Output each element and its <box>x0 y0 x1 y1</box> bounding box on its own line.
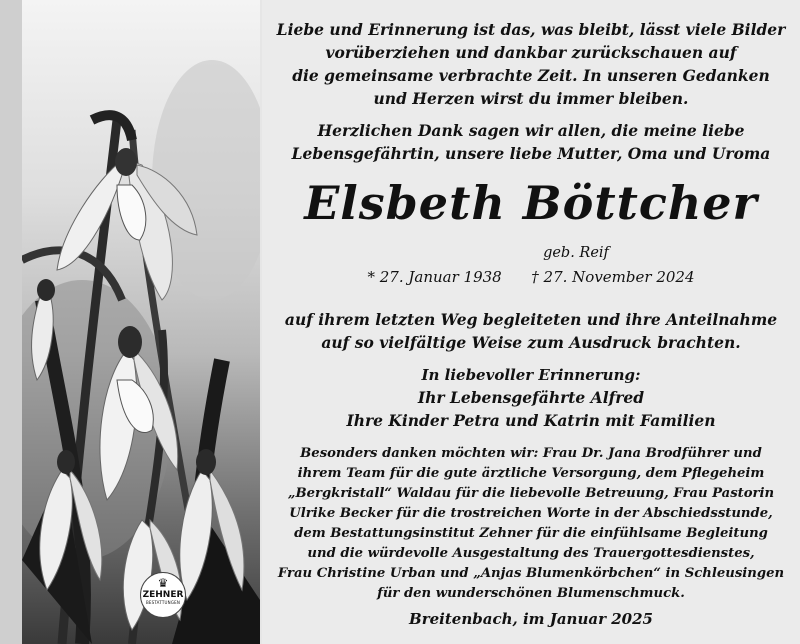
life-dates <box>262 268 800 286</box>
left-margin <box>0 0 22 644</box>
special-thanks-line: „Bergkristall“ Waldau für die liebevolle Betreuung, Frau Pastorin <box>287 486 775 501</box>
snowdrop-illustration <box>22 0 260 644</box>
birth-date: * 27. Januar 1938 <box>367 268 502 286</box>
closing-line: In liebevoller Erinnerung: <box>421 366 641 384</box>
place-date: Breitenbach, im Januar 2025 <box>409 610 653 628</box>
special-thanks-line: Besonders danken möchten wir: Frau Dr. Jana Brodführer und <box>300 446 762 461</box>
deceased-name: Elsbeth Böttcher <box>304 176 758 230</box>
maiden-name: geb. Reif <box>543 245 609 261</box>
family-line: Ihr Lebensgefährte Alfred <box>417 388 645 407</box>
intro-line: und Herzen wirst du immer bleiben. <box>373 89 689 108</box>
special-thanks-line: und die würdevolle Ausgestaltung des Trauergottesdienstes, <box>307 546 755 561</box>
intro-line: Liebe und Erinnerung ist das, was bleibt, lässt viele Bilder <box>276 20 786 39</box>
crown-icon: ♛ <box>157 576 169 590</box>
thanks-intro-line: Lebensgefährtin, unsere liebe Mutter, Oma und Uroma <box>291 144 771 163</box>
snowdrop-photo <box>22 0 260 644</box>
special-thanks-line: Ulrike Becker für die trostreichen Worte in der Abschiedsstunde, <box>289 506 773 521</box>
special-thanks-line: ihrem Team für die gute ärztliche Versorgung, dem Pflegeheim <box>297 466 765 481</box>
intro-line: vorüberziehen und dankbar zurückschauen auf <box>325 43 737 62</box>
funeral-home-logo <box>140 572 186 618</box>
escort-line: auf ihrem letzten Weg begleiteten und ihre Anteilnahme <box>284 310 778 329</box>
family-line: Ihre Kinder Petra und Katrin mit Familien <box>346 411 716 430</box>
escort-line: auf so vielfältige Weise zum Ausdruck brachten. <box>321 333 741 352</box>
special-thanks-line: Frau Christine Urban und „Anjas Blumenkörbchen“ in Schleusingen <box>277 566 785 581</box>
logo-subtitle: BESTATTUNGEN <box>145 600 181 605</box>
text-panel <box>262 0 800 644</box>
special-thanks-line: dem Bestattungsinstitut Zehner für die einfühlsame Begleitung <box>294 526 768 541</box>
death-date: † 27. November 2024 <box>531 268 695 286</box>
logo-name: ZEHNER <box>142 590 184 600</box>
intro-line: die gemeinsame verbrachte Zeit. In unseren Gedanken <box>292 66 770 85</box>
thanks-intro-line: Herzlichen Dank sagen wir allen, die meine liebe <box>317 121 745 140</box>
special-thanks-line: für den wunderschönen Blumenschmuck. <box>377 586 685 601</box>
